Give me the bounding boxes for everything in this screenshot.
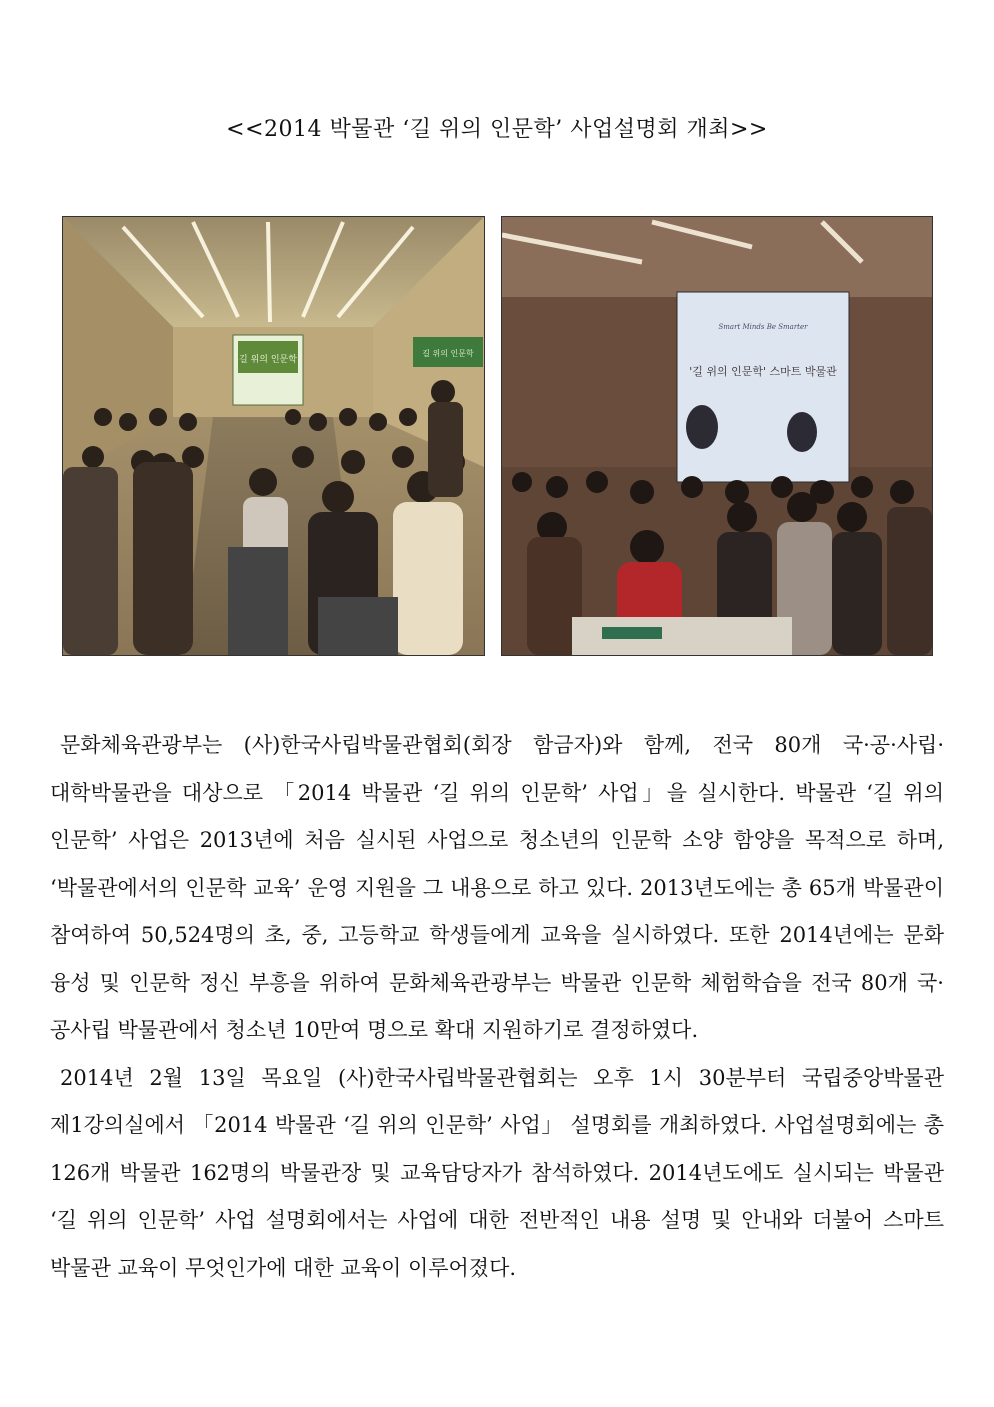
article-body <box>50 722 944 1292</box>
paragraph-2: 2014년 2월 13일 목요일 (사)한국사립박물관협회는 오후 1시 30분부터 국립중앙박물관 제1강의실에서 「2014 박물관 ‘길 위의 인문학’ 사업」 설명회를 개최하였다. 사업설명회에는 총 126개 박물관 162명의 박물관장 및 교육담당자가 참석하였다. 2014년도에도 실시되는 박물관 ‘길 위의 인문학’ 사업 설명회에서는 사업에 대한 전반적인 내용 설명 및 안내와 더불어 스마트 박물관 교육이 무엇인가에 대한 교육이 이루어졌다. <box>50 1065 944 1280</box>
seminar-photo-right <box>501 216 933 656</box>
paragraph-1: 문화체육관광부는 (사)한국사립박물관협회(회장 함금자)와 함께, 전국 80개 국·공·사립·대학박물관을 대상으로 「2014 박물관 ‘길 위의 인문학’ 사업」을 실시한다. 박물관 ‘길 위의 인문학’ 사업은 2013년에 처음 실시된 사업으로 청소년의 인문학 소양 함양을 목적으로 하며, ‘박물관에서의 인문학 교육’ 운영 지원을 그 내용으로 하고 있다. 2013년도에는 총 65개 박물관이 참여하여 50,524명의 초, 중, 고등학교 학생들에게 교육을 실시하였다. 또한 2014년에는 문화 융성 및 인문학 정신 부흥을 위하여 문화체육관광부는 박물관 인문학 체험학습을 전국 80개 국·공사립 박물관에서 청소년 10만여 명으로 확대 지원하기로 결정하였다. <box>50 733 944 1042</box>
seminar-photo-left <box>62 216 485 656</box>
screen-caption: Smart Minds Be Smarter <box>718 323 808 331</box>
slide-text: 길 위의 인문학 <box>239 355 297 365</box>
screen-text: '길 위의 인문학' 스마트 박물관 <box>689 365 837 378</box>
banner-text: 길 위의 인문학 <box>422 349 474 358</box>
document-title: <<2014 박물관 ‘길 위의 인문학’ 사업설명회 개최>> <box>226 117 768 142</box>
